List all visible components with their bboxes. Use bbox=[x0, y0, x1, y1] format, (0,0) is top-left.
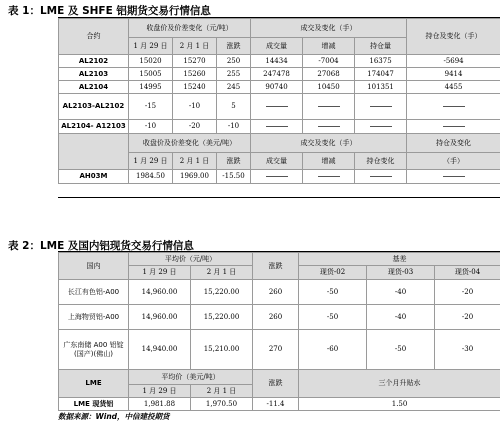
row-contract: AL2102 bbox=[59, 55, 129, 68]
row-volume-change: 10450 bbox=[303, 81, 355, 94]
row-oi: 174047 bbox=[355, 68, 407, 81]
header-updown-2: 涨跌 bbox=[253, 370, 299, 398]
row-date2-value: 15260 bbox=[173, 68, 217, 81]
header-close-change-usd: 收盘价及价差变化（美元/吨） bbox=[129, 134, 251, 153]
row-volume: 90740 bbox=[251, 81, 303, 94]
header-date2: 2 月 1 日 bbox=[191, 266, 253, 280]
row-date2-value: 15270 bbox=[173, 55, 217, 68]
row-date2-value: 1969.00 bbox=[173, 170, 217, 184]
row-date2-value: -10 bbox=[173, 94, 217, 120]
header-date1: 1 月 29 日 bbox=[129, 153, 173, 170]
row-updown: -10 bbox=[217, 120, 251, 134]
table1-title: 表 1：LME 及 SHFE 铝期货交易行情信息 bbox=[8, 5, 211, 17]
header-basis: 基差 bbox=[299, 253, 500, 266]
row-contract: AL2104 bbox=[59, 81, 129, 94]
table-row bbox=[59, 280, 500, 305]
header-increase: 增减 bbox=[303, 153, 355, 170]
empty-cell bbox=[251, 120, 303, 134]
header-date1: 1 月 29 日 bbox=[129, 385, 191, 398]
header-date1: 1 月 29 日 bbox=[129, 266, 191, 280]
header-volume-change: 成交及变化（手） bbox=[251, 19, 407, 38]
row-updown: 260 bbox=[253, 280, 299, 305]
row-oi-change: 4455 bbox=[407, 81, 500, 94]
header-avg-price-usd: 平均价（美元/吨） bbox=[129, 370, 253, 385]
table-row bbox=[59, 55, 500, 68]
table-row bbox=[59, 94, 500, 120]
row-basis-03: -50 bbox=[367, 330, 435, 370]
header-contract: 合约 bbox=[59, 19, 129, 55]
empty-cell bbox=[407, 170, 500, 184]
row-updown: 5 bbox=[217, 94, 251, 120]
row-name: 上海物贸铝-A00 bbox=[59, 305, 129, 330]
header-volume: 成交量 bbox=[251, 153, 303, 170]
row-volume-change: 27068 bbox=[303, 68, 355, 81]
header-volume-change-2: 成交及变化（手） bbox=[251, 134, 407, 153]
row-basis-02: -60 bbox=[299, 330, 367, 370]
header-close-change-cny: 收盘价及价差变化（元/吨） bbox=[129, 19, 251, 38]
row-updown: -15.50 bbox=[217, 170, 251, 184]
empty-cell bbox=[303, 170, 355, 184]
row-oi-change: 9414 bbox=[407, 68, 500, 81]
row-updown: 250 bbox=[217, 55, 251, 68]
empty-cell bbox=[355, 170, 407, 184]
row-oi-change: -5694 bbox=[407, 55, 500, 68]
header-unit-lots: （手） bbox=[407, 153, 500, 170]
row-date2-value: -20 bbox=[173, 120, 217, 134]
header-updown: 涨跌 bbox=[217, 38, 251, 55]
row-basis-04: -20 bbox=[435, 305, 500, 330]
row-updown: 245 bbox=[217, 81, 251, 94]
empty-cell bbox=[355, 120, 407, 134]
lme-shfe-futures-table bbox=[58, 18, 500, 184]
row-contract: AL2103 bbox=[59, 68, 129, 81]
empty-header-cell bbox=[59, 134, 129, 170]
empty-cell bbox=[251, 170, 303, 184]
table-row bbox=[59, 120, 500, 134]
header-increase: 增减 bbox=[303, 38, 355, 55]
row-date1-value: 14995 bbox=[129, 81, 173, 94]
header-date2: 2 月 1 日 bbox=[191, 385, 253, 398]
row-date2-value: 15,220.00 bbox=[191, 280, 253, 305]
table-row bbox=[59, 170, 500, 184]
empty-cell bbox=[407, 94, 500, 120]
row-date1-value: 15005 bbox=[129, 68, 173, 81]
row-date2-value: 15,210.00 bbox=[191, 330, 253, 370]
header-avg-price-cny: 平均价（元/吨） bbox=[129, 253, 253, 266]
row-three-month-premium: 1.50 bbox=[299, 398, 500, 411]
table2-title: 表 2：LME 及国内铝现货交易行情信息 bbox=[8, 240, 194, 252]
row-updown: 255 bbox=[217, 68, 251, 81]
header-updown: 涨跌 bbox=[217, 153, 251, 170]
row-date1-value: 1984.50 bbox=[129, 170, 173, 184]
row-volume: 247478 bbox=[251, 68, 303, 81]
empty-cell bbox=[407, 120, 500, 134]
row-date1-value: -15 bbox=[129, 94, 173, 120]
row-date1-value: 15020 bbox=[129, 55, 173, 68]
header-updown: 涨跌 bbox=[253, 253, 299, 280]
header-oi-change-2: 持仓及变化 bbox=[407, 134, 500, 153]
row-date2-value: 15,220.00 bbox=[191, 305, 253, 330]
row-updown: 270 bbox=[253, 330, 299, 370]
header-oi-change: 持仓及变化（手） bbox=[407, 19, 500, 55]
header-three-month: 三个月升贴水 bbox=[299, 370, 500, 398]
row-date1-value: 14,940.00 bbox=[129, 330, 191, 370]
empty-cell bbox=[303, 120, 355, 134]
table-row bbox=[59, 68, 500, 81]
row-date1-value: 1,981.88 bbox=[129, 398, 191, 411]
table-row bbox=[59, 81, 500, 94]
row-contract: AL2103-AL2102 bbox=[59, 94, 129, 120]
table-row bbox=[59, 330, 500, 370]
empty-cell bbox=[303, 94, 355, 120]
header-volume: 成交量 bbox=[251, 38, 303, 55]
row-basis-04: -30 bbox=[435, 330, 500, 370]
header-spot04: 现货-04 bbox=[435, 266, 500, 280]
row-updown: -11.4 bbox=[253, 398, 299, 411]
header-spot03: 现货-03 bbox=[367, 266, 435, 280]
header-lme: LME bbox=[59, 370, 129, 398]
header-oi: 持仓量 bbox=[355, 38, 407, 55]
row-oi: 101351 bbox=[355, 81, 407, 94]
row-date2-value: 1,970.50 bbox=[191, 398, 253, 411]
source-note: 数据来源：Wind，中信建投期货 bbox=[58, 412, 170, 421]
row-oi: 16375 bbox=[355, 55, 407, 68]
header-date1: 1 月 29 日 bbox=[129, 38, 173, 55]
row-date1-value: 14,960.00 bbox=[129, 280, 191, 305]
row-date1-value: 14,960.00 bbox=[129, 305, 191, 330]
row-name: 长江有色铝-A00 bbox=[59, 280, 129, 305]
row-updown: 260 bbox=[253, 305, 299, 330]
row-contract: AH03M bbox=[59, 170, 129, 184]
row-basis-04: -20 bbox=[435, 280, 500, 305]
row-date2-value: 15240 bbox=[173, 81, 217, 94]
empty-cell bbox=[251, 94, 303, 120]
row-basis-02: -50 bbox=[299, 280, 367, 305]
empty-cell bbox=[355, 94, 407, 120]
row-name: 广东南储 A00 铝锭(国产)(佛山) bbox=[59, 330, 129, 370]
row-name: LME 现货铝 bbox=[59, 398, 129, 411]
header-spot02: 现货-02 bbox=[299, 266, 367, 280]
header-region: 国内 bbox=[59, 253, 129, 280]
row-volume: 14434 bbox=[251, 55, 303, 68]
row-date1-value: -10 bbox=[129, 120, 173, 134]
row-volume-change: -7004 bbox=[303, 55, 355, 68]
table-row bbox=[59, 305, 500, 330]
row-basis-02: -50 bbox=[299, 305, 367, 330]
header-oi-change-short: 持仓变化 bbox=[355, 153, 407, 170]
header-date2: 2 月 1 日 bbox=[173, 38, 217, 55]
header-date2: 2 月 1 日 bbox=[173, 153, 217, 170]
table1-bottom-rule bbox=[58, 197, 500, 198]
spot-aluminum-table bbox=[58, 252, 500, 411]
table-row bbox=[59, 398, 500, 411]
row-basis-03: -40 bbox=[367, 305, 435, 330]
row-basis-03: -40 bbox=[367, 280, 435, 305]
row-contract: AL2104- A12103 bbox=[59, 120, 129, 134]
